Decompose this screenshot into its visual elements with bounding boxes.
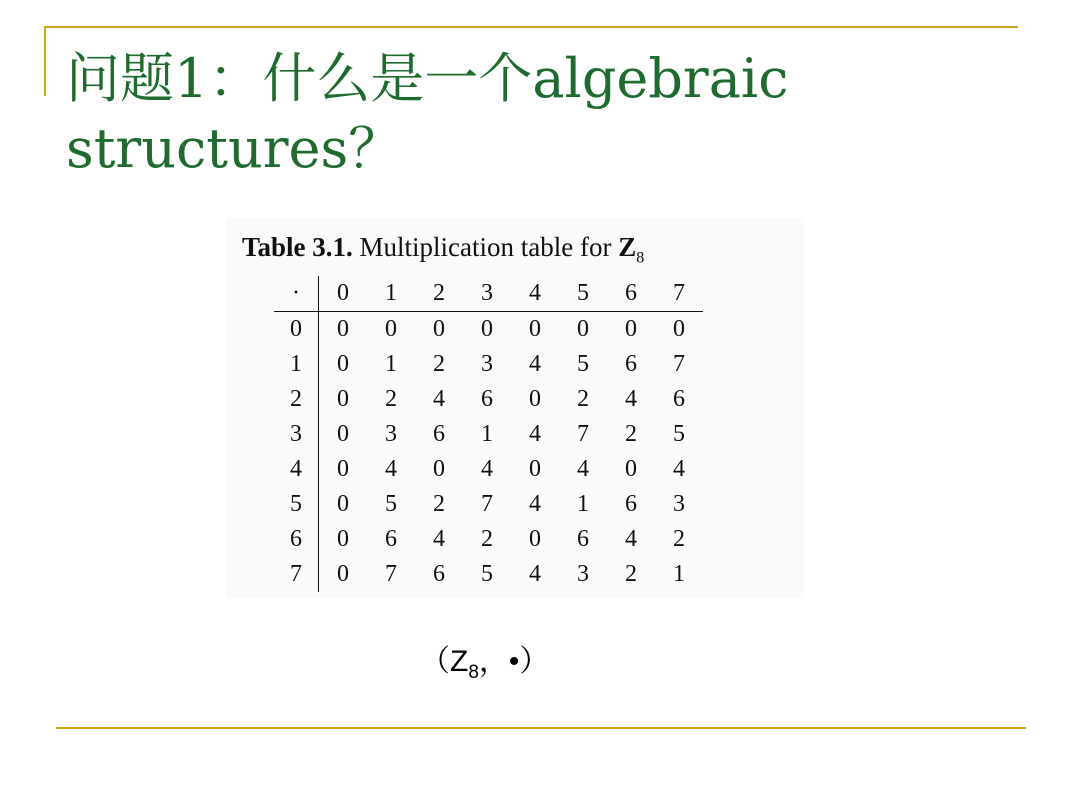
table-cell: 0	[337, 456, 349, 482]
bottom-accent-rule	[56, 727, 1026, 729]
table-cell: 3	[577, 561, 589, 587]
table-cell: 0	[337, 386, 349, 412]
table-caption-label: Table 3.1.	[242, 232, 353, 262]
column-header: 0	[319, 276, 368, 312]
table-cell: 0	[529, 386, 541, 412]
group-notation	[420, 636, 549, 684]
row-header: 0	[274, 312, 319, 348]
table-cell: 2	[481, 526, 493, 552]
column-header: 3	[463, 276, 511, 312]
table-cell: 0	[385, 316, 397, 342]
slide-title: 问题1：什么是一个algebraic structures？	[66, 47, 789, 180]
table-cell: 7	[673, 351, 685, 377]
operator-corner-cell: ·	[274, 276, 319, 312]
row-header: 7	[274, 557, 319, 592]
table-cell: 7	[577, 421, 589, 447]
top-accent-rule	[44, 26, 1018, 28]
row-header: 1	[274, 347, 319, 382]
table-cell: 7	[385, 561, 397, 587]
table-cell: 0	[625, 456, 637, 482]
table-cell: 4	[673, 456, 685, 482]
table-cell: 5	[577, 351, 589, 377]
table-cell: 6	[433, 561, 445, 587]
table-row	[274, 347, 703, 382]
table-cell: 2	[433, 351, 445, 377]
table-cell: 6	[481, 386, 493, 412]
table-cell: 0	[529, 526, 541, 552]
table-cell: 3	[385, 421, 397, 447]
table-cell: 0	[529, 456, 541, 482]
row-header: 2	[274, 382, 319, 417]
notation-open-paren: （	[420, 645, 450, 678]
table-header-row	[274, 276, 703, 312]
table-cell: 0	[433, 316, 445, 342]
table-cell: 4	[625, 526, 637, 552]
table-caption	[242, 232, 644, 267]
table-cell: 2	[673, 526, 685, 552]
notation-set: Z	[450, 645, 469, 678]
table-cell: 2	[577, 386, 589, 412]
notation-close-paren: ）	[519, 645, 550, 678]
column-header: 4	[511, 276, 559, 312]
table-row	[274, 312, 703, 348]
table-cell: 6	[385, 526, 397, 552]
notation-operator: •	[508, 645, 520, 678]
table-caption-text: Multiplication table for	[359, 232, 612, 262]
row-header: 4	[274, 452, 319, 487]
table-cell: 6	[433, 421, 445, 447]
multiplication-table-figure	[226, 218, 804, 598]
table-cell: 5	[481, 561, 493, 587]
left-accent-rule	[44, 26, 46, 96]
table-cell: 6	[673, 386, 685, 412]
table-cell: 4	[529, 491, 541, 517]
table-cell: 4	[385, 456, 397, 482]
table-cell: 1	[577, 491, 589, 517]
table-cell: 3	[481, 351, 493, 377]
column-header: 7	[655, 276, 703, 312]
table-caption-subscript: 8	[636, 249, 645, 267]
table-cell: 0	[625, 316, 637, 342]
table-cell: 6	[625, 491, 637, 517]
table-cell: 4	[529, 561, 541, 587]
table-cell: 1	[673, 561, 685, 587]
table-row	[274, 417, 703, 452]
table-cell: 0	[529, 316, 541, 342]
table-cell: 2	[625, 421, 637, 447]
table-cell: 4	[529, 421, 541, 447]
table-caption-set: Z	[618, 232, 637, 262]
notation-separator: ，	[478, 645, 509, 678]
table-cell: 4	[433, 386, 445, 412]
table-cell: 0	[673, 316, 685, 342]
table-cell: 4	[577, 456, 589, 482]
table-row	[274, 557, 703, 592]
table-cell: 1	[385, 351, 397, 377]
table-cell: 0	[337, 351, 349, 377]
column-header: 2	[415, 276, 463, 312]
table-cell: 7	[481, 491, 493, 517]
table-cell: 0	[337, 491, 349, 517]
table-cell: 0	[577, 316, 589, 342]
table-cell: 2	[625, 561, 637, 587]
table-cell: 5	[385, 491, 397, 517]
row-header: 6	[274, 522, 319, 557]
table-cell: 4	[529, 351, 541, 377]
table-cell: 4	[481, 456, 493, 482]
table-cell: 0	[337, 526, 349, 552]
row-header: 5	[274, 487, 319, 522]
table-cell: 1	[481, 421, 493, 447]
table-body	[274, 312, 703, 593]
table-cell: 0	[481, 316, 493, 342]
table-cell: 6	[625, 351, 637, 377]
table-cell: 2	[433, 491, 445, 517]
table-cell: 0	[337, 316, 349, 342]
table-row	[274, 487, 703, 522]
table-row	[274, 382, 703, 417]
table-cell: 0	[337, 561, 349, 587]
table-row	[274, 452, 703, 487]
table-row	[274, 522, 703, 557]
column-header: 6	[607, 276, 655, 312]
column-header: 1	[367, 276, 415, 312]
notation-subscript: 8	[468, 662, 479, 683]
table-cell: 6	[577, 526, 589, 552]
table-cell: 4	[625, 386, 637, 412]
multiplication-table	[274, 276, 703, 592]
table-cell: 5	[673, 421, 685, 447]
table-cell: 2	[385, 386, 397, 412]
table-cell: 0	[433, 456, 445, 482]
row-header: 3	[274, 417, 319, 452]
table-cell: 0	[337, 421, 349, 447]
table-cell: 3	[673, 491, 685, 517]
table-cell: 4	[433, 526, 445, 552]
column-header: 5	[559, 276, 607, 312]
